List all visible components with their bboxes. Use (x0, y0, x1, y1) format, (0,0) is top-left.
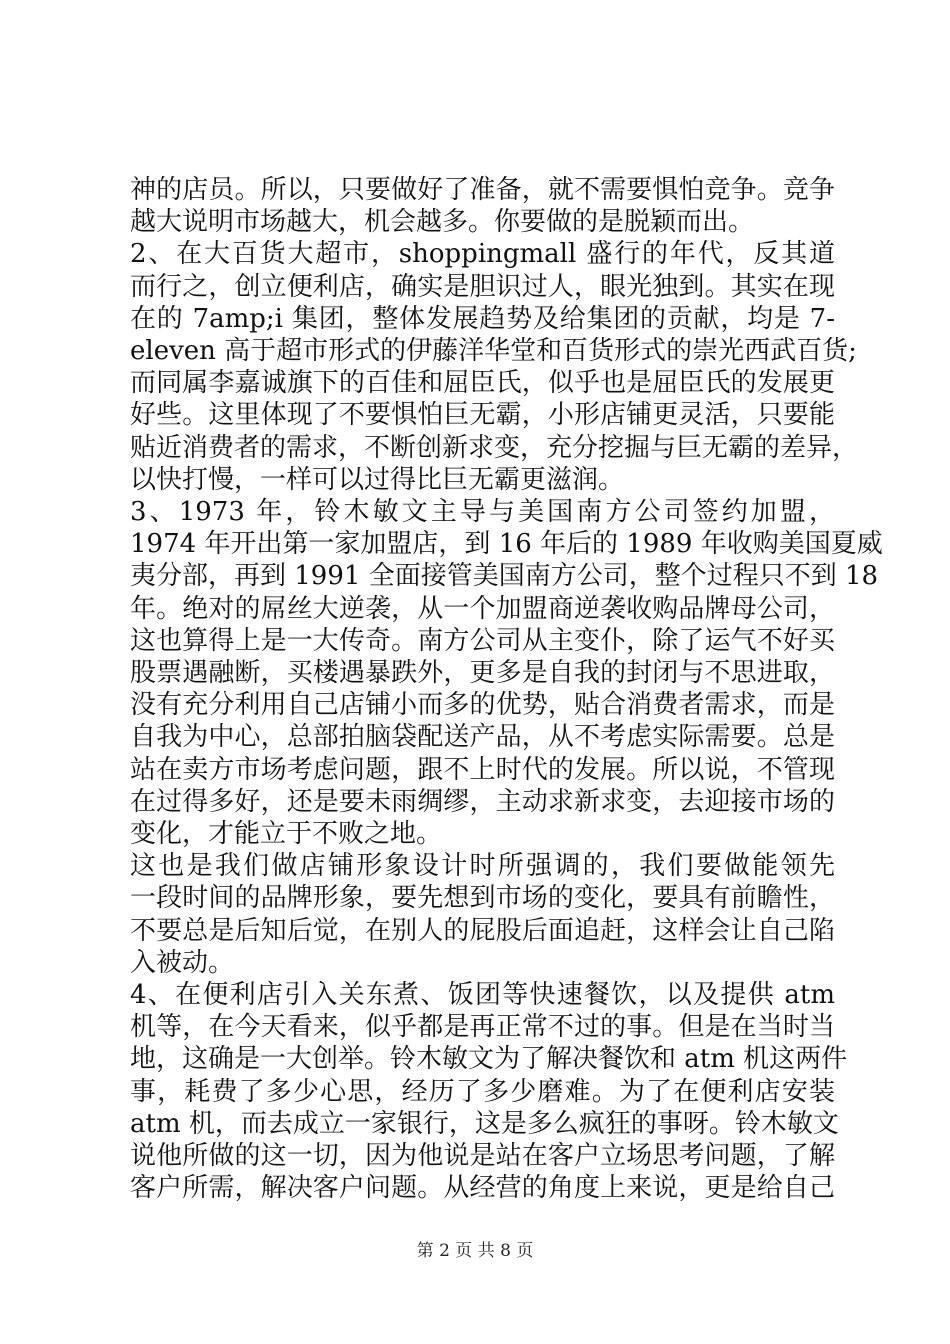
text-line: 一段时间的品牌形象，要先想到市场的变化，要具有前瞻性， (130, 883, 835, 914)
text-line: 越大说明市场越大，机会越多。你要做的是脱颖而出。 (130, 207, 755, 238)
text-line: 客户所需，解决客户问题。从经营的角度上来说，更是给自己 (130, 1173, 835, 1204)
text-line: 而同属李嘉诚旗下的百佳和屈臣氏，似乎也是屈臣氏的发展更 (130, 368, 835, 399)
text-line: 说他所做的这一切，因为他说是站在客户立场思考问题，了解 (130, 1141, 835, 1171)
text-line: 事，耗费了多少心思，经历了多少磨难。为了在便利店安装 (130, 1076, 835, 1107)
text-line: 好些。这里体现了不要惧怕巨无霸，小形店铺更灵活，只要能 (130, 400, 835, 431)
text-line: 年。绝对的屌丝大逆袭，从一个加盟商逆袭收购品牌母公司， (130, 593, 835, 624)
text-line: 这也是我们做店铺形象设计时所强调的，我们要做能领先 (130, 851, 835, 882)
text-line: eleven 高于超市形式的伊藤洋华堂和百货形式的崇光西武百货; (130, 336, 857, 366)
text-line: 神的店员。所以，只要做好了准备，就不需要惧怕竞争。竞争 (130, 175, 835, 205)
text-line: 这也算得上是一大传奇。南方公司从主变仆，除了运气不好买 (130, 625, 835, 656)
text-line: 地，这确是一大创举。铃木敏文为了解决餐饮和 atm 机这两件 (130, 1044, 848, 1075)
text-line: 变化，才能立于不败之地。 (130, 819, 443, 849)
text-line: 2、在大百货大超市，shoppingmall 盛行的年代，反其道 (130, 239, 835, 270)
text-line: 以快打慢，一样可以过得比巨无霸更滋润。 (130, 464, 625, 495)
text-line: 自我为中心，总部拍脑袋配送产品，从不考虑实际需要。总是 (130, 722, 835, 753)
text-line: 在过得多好，还是要未雨绸缪，主动求新求变，去迎接市场的 (130, 786, 835, 817)
text-line: 股票遇融断，买楼遇暴跌外，更多是自我的封闭与不思进取， (130, 658, 835, 688)
text-line: 而行之，创立便利店，确实是胆识过人，眼光独到。其实在现 (130, 271, 835, 302)
text-line: 1974 年开出第一家加盟店，到 16 年后的 1989 年收购美国夏威 (130, 529, 883, 560)
text-line: 在的 7amp;i 集团，整体发展趋势及给集团的贡献，均是 7- (130, 303, 835, 334)
text-line: 4、在便利店引入关东煮、饭团等快速餐饮，以及提供 atm (130, 980, 835, 1010)
text-line: 没有充分利用自己店铺小而多的优势，贴合消费者需求，而是 (130, 690, 835, 721)
text-line: 3、1973 年，铃木敏文主导与美国南方公司签约加盟， (130, 497, 835, 527)
text-line: atm 机，而去成立一家银行，这是多么疯狂的事呀。铃木敏文 (130, 1108, 839, 1139)
text-line: 站在卖方市场考虑问题，跟不上时代的发展。所以说，不管现 (130, 754, 835, 785)
text-line: 夷分部，再到 1991 全面接管美国南方公司，整个过程只不到 18 (130, 561, 879, 592)
page-footer: 第 2 页 共 8 页 (416, 1241, 534, 1261)
text-line: 入被动。 (130, 947, 235, 978)
text-line: 机等，在今天看来，似乎都是再正常不过的事。但是在当时当 (130, 1012, 835, 1043)
text-line: 不要总是后知后觉，在别人的屁股后面追赶，这样会让自己陷 (130, 915, 835, 946)
text-line: 贴近消费者的需求，不断创新求变，充分挖掘与巨无霸的差异， (130, 432, 859, 463)
